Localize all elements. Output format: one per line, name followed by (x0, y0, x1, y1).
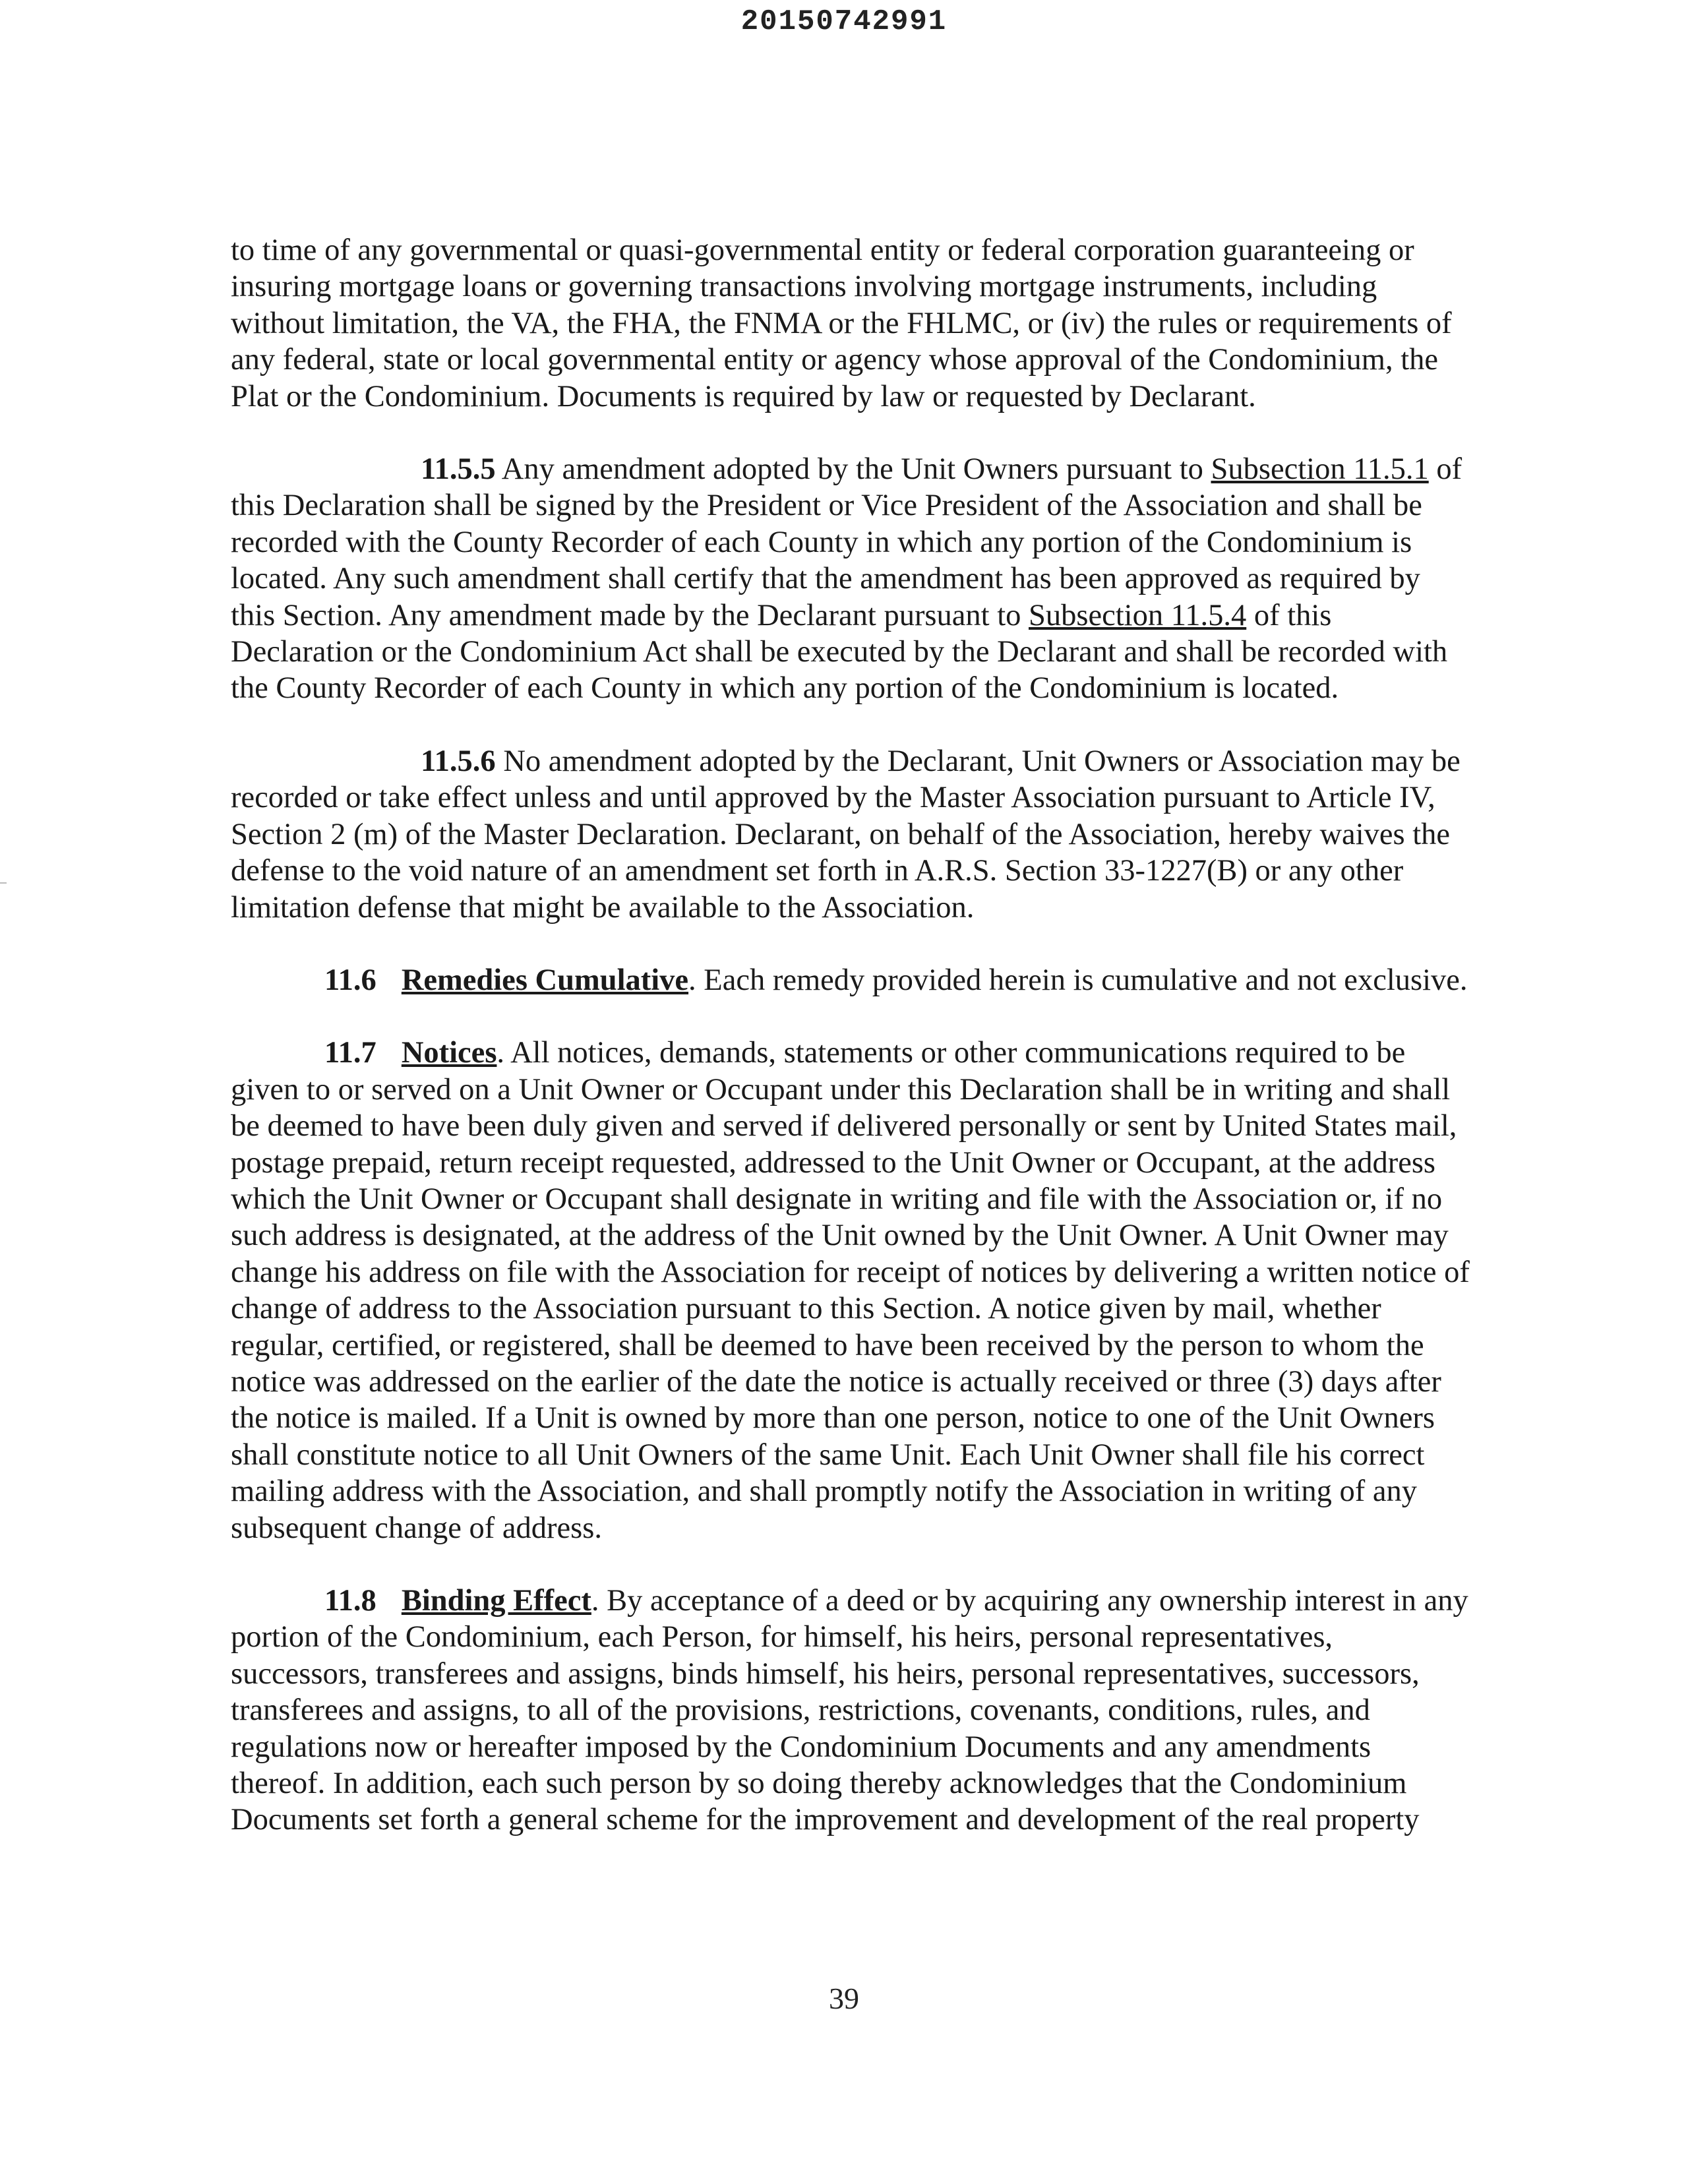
section-number: 11.6 (324, 963, 377, 997)
section-11-7 (231, 1035, 1470, 1546)
section-text: . By acceptance of a deed or by acquiring any ownership interest in any portion of the Condominium, each Person, for himself, his heirs, personal representatives, successors, transferees and assigns, binds himself, his heirs, personal representatives, successors, transferees and assigns, to all of the provisions, restrictions, covenants, conditions, rules, and regulations now or hereafter imposed by the Condominium Documents and any amendments thereof. In addition, each such person by so doing thereby acknowledges that the Condominium Documents set forth a general scheme for the improvement and development of the real property (231, 1584, 1468, 1837)
section-text: of this Declaration or the Condominium Act shall be executed by the Declarant and shall be recorded with the County Recorder of each County in which any portion of the Condominium is located. (231, 598, 1448, 706)
scan-mark (0, 882, 7, 884)
section-11-8 (231, 1583, 1470, 1838)
section-11-5-5 (231, 451, 1470, 707)
section-11-6 (231, 962, 1470, 998)
subsection-reference: Subsection 11.5.4 (1029, 598, 1247, 632)
section-number: 11.8 (324, 1584, 377, 1618)
section-text: . All notices, demands, statements or other communications required to be given to or served on a Unit Owner or Occupant under this Declaration shall be in writing and shall be deemed to have been duly given and served if delivered personally or sent by United States mail, postage prepaid, return receipt requested, addressed to the Unit Owner or Occupant, at the address which the Unit Owner or Occupant shall designate in writing and file with the Association or, if no such address is designated, at the address of the Unit owned by the Unit Owner. A Unit Owner may change his address on file with the Association for receipt of notices by delivering a written notice of change of address to the Association pursuant to this Section. A notice given by mail, whether regular, certified, or registered, shall be deemed to have been received by the person to whom the notice was addressed on the earlier of the date the notice is actually received or three (3) days after the notice is mailed. If a Unit is owned by more than one person, notice to one of the Unit Owners shall constitute notice to all Unit Owners of the same Unit. Each Unit Owner shall file his correct mailing address with the Association, and shall promptly notify the Association in writing of any subsequent change of address. (231, 1036, 1470, 1545)
section-number: 11.5.5 (421, 452, 496, 487)
section-number: 11.7 (324, 1036, 377, 1070)
section-heading: Notices (401, 1036, 497, 1070)
section-text: . Each remedy provided herein is cumulative and not exclusive. (688, 963, 1468, 997)
document-number: 20150742991 (740, 5, 948, 38)
section-number: 11.5.6 (421, 744, 496, 778)
page-number: 39 (829, 1982, 859, 2015)
continued-paragraph: to time of any governmental or quasi-governmental entity or federal corporation guaranteeing or insuring mortgage loans or governing transactions involving mortgage instruments, including without limitation, the VA, the FHA, the FNMA or the FHLMC, or (iv) the rules or requirements of any federal, state or local governmental entity or agency whose approval of the Condominium, the Plat or the Condominium. Documents is required by law or requested by Declarant. (231, 233, 1452, 413)
section-11-5-6 (231, 743, 1470, 926)
subsection-reference: Subsection 11.5.1 (1211, 452, 1429, 487)
page-body (231, 232, 1470, 1875)
section-text: No amendment adopted by the Declarant, Unit Owners or Association may be recorded or take effect unless and until approved by the Master Association pursuant to Article IV, Section 2 (m) of the Master Declaration. Declarant, on behalf of the Association, hereby waives the defense to the void nature of an amendment set forth in A.R.S. Section 33-1227(B) or any other limitation defense that might be available to the Association. (231, 744, 1461, 925)
section-heading: Remedies Cumulative (401, 963, 689, 997)
section-text: of this Declaration shall be signed by the President or Vice President of the Association and shall be recorded with the County Recorder of each County in which any portion of the Condominium is located. Any such amendment shall certify that the amendment has been approved as required by this Section. Any amendment made by the Declarant pursuant to (231, 452, 1462, 632)
section-heading: Binding Effect (401, 1584, 591, 1618)
section-text: Any amendment adopted by the Unit Owners pursuant to (495, 452, 1211, 487)
